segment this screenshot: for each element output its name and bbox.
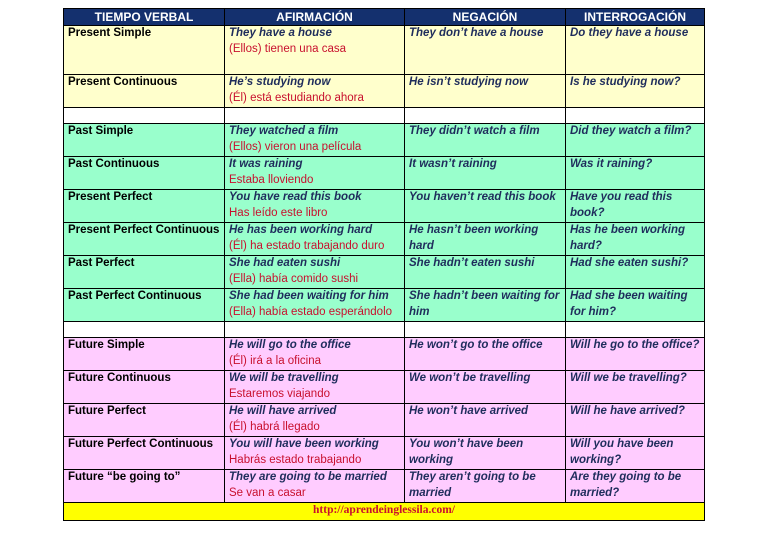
tense-row (64, 223, 705, 256)
affirmative-cell (225, 75, 405, 108)
affirmative-english: They are going to be married (229, 471, 387, 483)
spacer-cell (566, 322, 705, 338)
spacer-cell (64, 108, 225, 124)
tense-name: Future “be going to” (68, 471, 181, 483)
affirmative-cell (225, 338, 405, 371)
negative-english: They aren’t going to be (409, 471, 536, 483)
tense-name: Future Perfect (68, 405, 146, 417)
tense-name: Past Perfect Continuous (68, 290, 202, 302)
affirmative-cell (225, 190, 405, 223)
affirmative-spanish: (Ella) había comido sushi (229, 272, 359, 285)
negative-english: him (409, 305, 430, 318)
tense-cell (64, 157, 225, 190)
affirmative-english: He will have arrived (229, 405, 337, 417)
spacer-cell (405, 108, 566, 124)
negative-cell (405, 470, 566, 503)
tense-row (64, 75, 705, 108)
negative-cell (405, 223, 566, 256)
affirmative-cell (225, 256, 405, 289)
negative-english: You won’t have been (409, 438, 524, 450)
interrogative-english: Will he have arrived? (570, 405, 685, 417)
negative-english: You haven’t read this book (409, 191, 556, 203)
tense-row (64, 157, 705, 190)
header-row (64, 9, 705, 26)
interrogative-english: Will you have been (570, 438, 674, 450)
tense-row (64, 470, 705, 503)
negative-english: hard (409, 239, 434, 252)
tense-row (64, 404, 705, 437)
negative-english: working (409, 453, 454, 466)
footer-url-cell (64, 503, 705, 521)
tense-name: Present Continuous (68, 76, 178, 88)
negative-cell (405, 124, 566, 157)
affirmative-english: She had been waiting for him (229, 290, 389, 302)
spacer-cell (566, 108, 705, 124)
affirmative-spanish: (Él) está estudiando ahora (229, 91, 364, 104)
tense-cell (64, 338, 225, 371)
header-affirmative: AFIRMACIÓN (225, 9, 405, 26)
interrogative-english: for him? (570, 305, 616, 318)
negative-english: They didn’t watch a film (409, 125, 540, 137)
affirmative-english: We will be travelling (229, 372, 339, 384)
affirmative-english: He’s studying now (229, 76, 331, 88)
negative-cell (405, 338, 566, 371)
interrogative-cell (566, 338, 705, 371)
header-tense: TIEMPO VERBAL (64, 9, 225, 26)
tense-name: Present Perfect (68, 191, 153, 203)
tense-row (64, 26, 705, 75)
affirmative-cell (225, 223, 405, 256)
affirmative-cell (225, 437, 405, 470)
spacer-cell (405, 322, 566, 338)
tense-row (64, 124, 705, 157)
negative-english: She hadn’t been waiting for (409, 290, 560, 302)
tense-row (64, 289, 705, 322)
negative-cell (405, 371, 566, 404)
interrogative-english: married? (570, 486, 620, 499)
negative-english: married (409, 486, 452, 499)
negative-english: He hasn’t been working (409, 224, 539, 236)
spacer-cell (225, 108, 405, 124)
interrogative-cell (566, 256, 705, 289)
tense-cell (64, 223, 225, 256)
affirmative-cell (225, 404, 405, 437)
affirmative-spanish: Estaba lloviendo (229, 173, 314, 186)
affirmative-spanish: Se van a casar (229, 486, 306, 499)
affirmative-cell (225, 157, 405, 190)
interrogative-english: Are they going to be (570, 471, 682, 483)
negative-cell (405, 256, 566, 289)
tense-name: Past Simple (68, 125, 134, 137)
affirmative-english: They have a house (229, 27, 332, 39)
affirmative-spanish: (Él) ha estado trabajando duro (229, 239, 385, 252)
tense-row (64, 371, 705, 404)
tense-name: Past Continuous (68, 158, 160, 170)
negative-cell (405, 75, 566, 108)
affirmative-english: He will go to the office (229, 339, 351, 351)
tense-cell (64, 437, 225, 470)
footer-row (64, 503, 705, 521)
negative-english: It wasn’t raining (409, 158, 497, 170)
negative-english: They don’t have a house (409, 27, 544, 39)
interrogative-cell (566, 371, 705, 404)
affirmative-cell (225, 124, 405, 157)
header-negative: NEGACIÓN (405, 9, 566, 26)
tense-name: Future Perfect Continuous (68, 438, 214, 450)
header-interrogative: INTERROGACIÓN (566, 9, 705, 26)
tense-name: Past Perfect (68, 257, 135, 269)
interrogative-english: Has he been working (570, 224, 686, 236)
negative-cell (405, 404, 566, 437)
tense-row (64, 190, 705, 223)
negative-english: He won’t have arrived (409, 405, 529, 417)
tense-cell (64, 289, 225, 322)
verb-tenses-table (63, 8, 705, 521)
spacer-cell (64, 322, 225, 338)
affirmative-cell (225, 26, 405, 75)
negative-cell (405, 190, 566, 223)
interrogative-english: Had she eaten sushi? (570, 257, 689, 269)
tense-name: Present Simple (68, 27, 152, 39)
spacer-row (64, 322, 705, 338)
negative-english: He won’t go to the office (409, 339, 543, 351)
tense-name: Present Perfect Continuous (68, 224, 220, 236)
interrogative-english: Have you read this (570, 191, 673, 203)
affirmative-english: It was raining (229, 158, 303, 170)
affirmative-english: You will have been working (229, 438, 379, 450)
tense-cell (64, 470, 225, 503)
interrogative-cell (566, 75, 705, 108)
affirmative-spanish: (Él) irá a la oficina (229, 354, 322, 367)
tense-cell (64, 371, 225, 404)
interrogative-english: hard? (570, 239, 602, 252)
interrogative-english: Will we be travelling? (570, 372, 687, 384)
tense-cell (64, 124, 225, 157)
interrogative-cell (566, 404, 705, 437)
tense-cell (64, 404, 225, 437)
interrogative-cell (566, 124, 705, 157)
tense-name: Future Simple (68, 339, 145, 351)
interrogative-cell (566, 190, 705, 223)
affirmative-spanish: Estaremos viajando (229, 387, 330, 400)
tense-cell (64, 75, 225, 108)
interrogative-english: Will he go to the office? (570, 339, 700, 351)
negative-english: She hadn’t eaten sushi (409, 257, 535, 269)
negative-cell (405, 289, 566, 322)
affirmative-english: She had eaten sushi (229, 257, 341, 269)
interrogative-cell (566, 437, 705, 470)
interrogative-english: Is he studying now? (570, 76, 681, 88)
negative-english: We won’t be travelling (409, 372, 531, 384)
tense-cell (64, 190, 225, 223)
affirmative-cell (225, 289, 405, 322)
interrogative-english: book? (570, 206, 605, 219)
affirmative-spanish: (Ellos) vieron una película (229, 140, 362, 153)
interrogative-cell (566, 157, 705, 190)
affirmative-spanish: Habrás estado trabajando (229, 453, 362, 466)
negative-cell (405, 157, 566, 190)
tense-name: Future Continuous (68, 372, 171, 384)
interrogative-cell (566, 470, 705, 503)
affirmative-cell (225, 371, 405, 404)
affirmative-english: He has been working hard (229, 224, 373, 236)
negative-english: He isn’t studying now (409, 76, 529, 88)
spacer-row (64, 108, 705, 124)
interrogative-english: Was it raining? (570, 158, 653, 170)
interrogative-english: Had she been waiting (570, 290, 688, 302)
spacer-cell (225, 322, 405, 338)
negative-cell (405, 437, 566, 470)
affirmative-spanish: Has leído este libro (229, 206, 328, 219)
website-link[interactable]: http://aprendeinglessila.com/ (313, 504, 455, 516)
interrogative-english: working? (570, 453, 622, 466)
tense-row (64, 256, 705, 289)
interrogative-english: Did they watch a film? (570, 125, 692, 137)
affirmative-english: You have read this book (229, 191, 362, 203)
affirmative-spanish: (Ellos) tienen una casa (229, 42, 346, 55)
tense-row (64, 338, 705, 371)
interrogative-cell (566, 223, 705, 256)
affirmative-spanish: (Ella) había estado esperándolo (229, 305, 393, 318)
affirmative-spanish: (Él) habrá llegado (229, 420, 320, 433)
interrogative-cell (566, 289, 705, 322)
tense-cell (64, 26, 225, 75)
tense-cell (64, 256, 225, 289)
negative-cell (405, 26, 566, 75)
affirmative-cell (225, 470, 405, 503)
interrogative-cell (566, 26, 705, 75)
interrogative-english: Do they have a house (570, 27, 689, 39)
tense-row (64, 437, 705, 470)
affirmative-english: They watched a film (229, 125, 339, 137)
